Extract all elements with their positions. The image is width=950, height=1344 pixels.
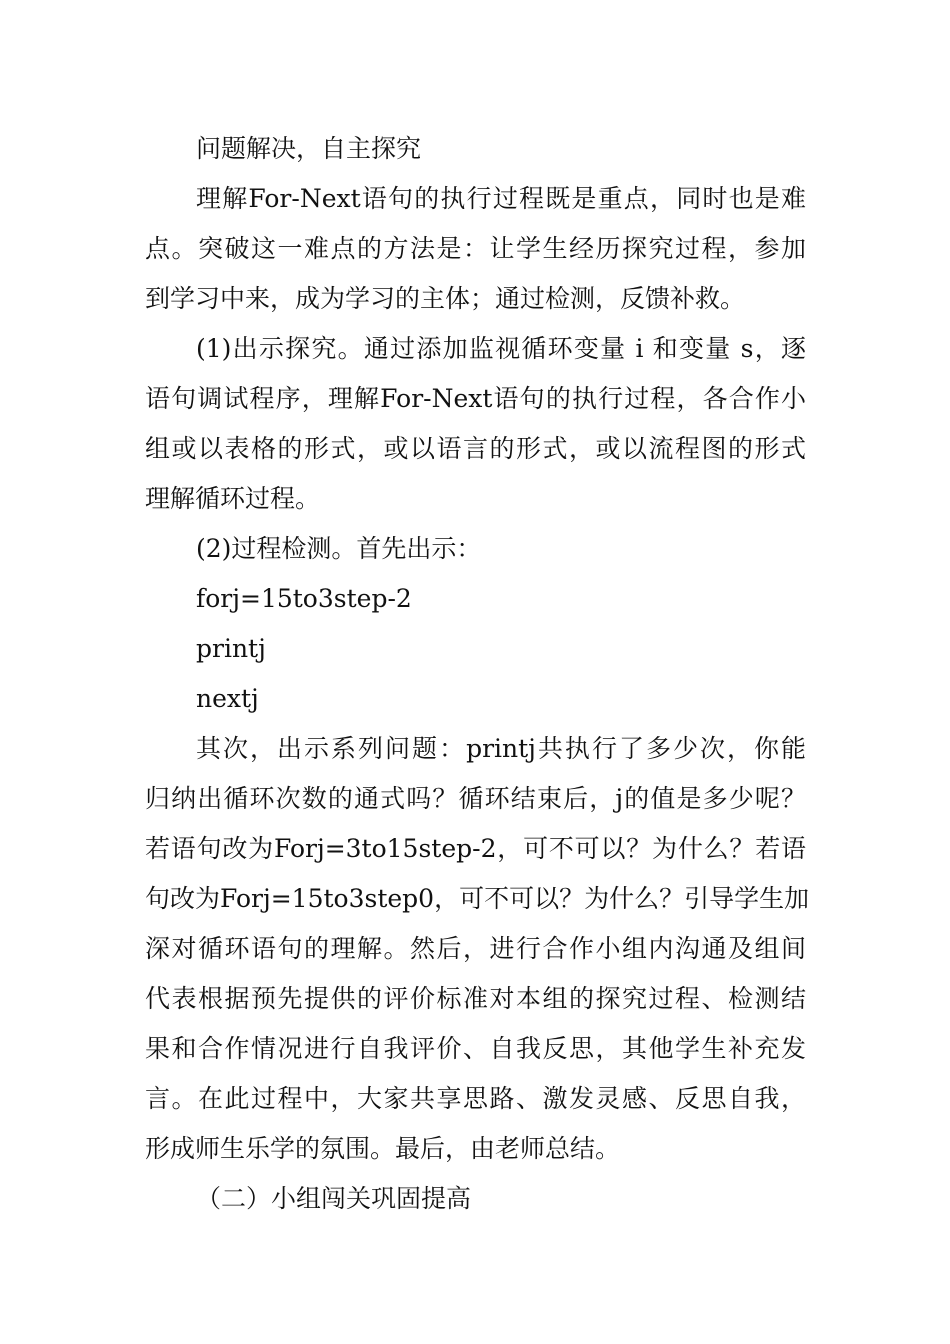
paragraph-line: 其次，出示系列问题：printj共执行了多少次，你能	[196, 734, 806, 763]
paragraph-line: (1)出示探究。通过添加监视循环变量 i 和变量 s，逐	[196, 334, 806, 363]
paragraph-line: 代表根据预先提供的评价标准对本组的探究过程、检测结	[145, 984, 806, 1013]
paragraph-line: 语句调试程序，理解For-Next语句的执行过程，各合作小	[145, 384, 806, 413]
paragraph-line: (2)过程检测。首先出示：	[196, 534, 482, 563]
paragraph-line: 点。突破这一难点的方法是：让学生经历探究过程，参加	[145, 234, 806, 263]
code-line: printj	[196, 634, 266, 663]
paragraph-line: 若语句改为Forj=3to15step-2，可不可以？为什么？若语	[145, 834, 806, 863]
paragraph-line: 理解For-Next语句的执行过程既是重点，同时也是难	[196, 184, 806, 213]
paragraph-line: 理解循环过程。	[145, 484, 321, 513]
paragraph-line: 句改为Forj=15to3step0，可不可以？为什么？引导学生加	[145, 884, 810, 913]
paragraph-line: 深对循环语句的理解。然后，进行合作小组内沟通及组间	[145, 934, 806, 963]
code-line: nextj	[196, 684, 259, 713]
paragraph-line: 形成师生乐学的氛围。最后，由老师总结。	[145, 1134, 621, 1163]
paragraph-line: 到学习中来，成为学习的主体；通过检测，反馈补救。	[145, 284, 746, 313]
paragraph-line: 组或以表格的形式，或以语言的形式，或以流程图的形式	[145, 434, 806, 463]
paragraph-line: 果和合作情况进行自我评价、自我反思，其他学生补充发	[145, 1034, 806, 1063]
paragraph-line: 归纳出循环次数的通式吗？循环结束后，j的值是多少呢？	[145, 784, 806, 813]
section-heading: 问题解决，自主探究	[196, 134, 422, 163]
paragraph-line: 言。在此过程中，大家共享思路、激发灵感、反思自我，	[145, 1084, 806, 1113]
code-line: forj=15to3step-2	[196, 584, 412, 613]
section-heading: （二）小组闯关巩固提高	[196, 1184, 472, 1213]
